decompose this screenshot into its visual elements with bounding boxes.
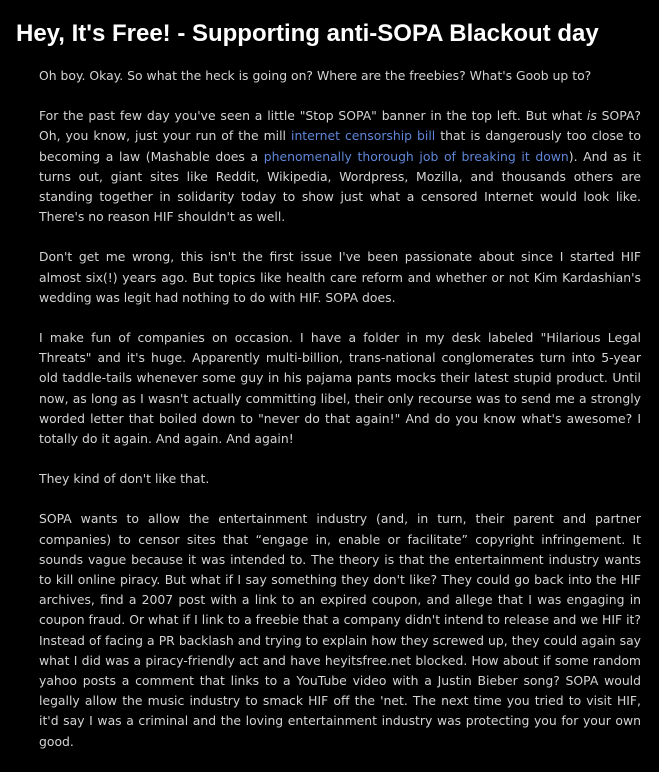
paragraph-text: For the past few day you've seen a little "Stop SOPA" banner in the top left. But what	[39, 108, 587, 124]
mashable-breakdown-link[interactable]: phenomenally thorough job of breaking it down	[263, 148, 569, 164]
paragraph-text: that is dangerously too close to becoming a law (Mashable does a	[39, 128, 641, 164]
paragraph-text: SOPA? Oh, you know, just your run of the mill	[39, 108, 641, 144]
emphasis-text: is	[586, 108, 597, 124]
paragraph-dont-like: They kind of don't like that.	[39, 471, 210, 487]
paragraph-legal-threats: I make fun of companies on occasion. I have a folder in my desk labeled "Hilarious Legal Threats" and it's huge. Apparently multi-billion, trans-national conglomerates turn into 5-year old taddle-tails whenever some guy in his pajama pants mocks their latest stupid product. Until now, as long as I wasn't actually committing libel, their only recourse was to send me a strongly worded letter that boiled down to "never do that again!" And do you know what's awesome? I totally do it again. And again. And again!	[39, 330, 641, 447]
paragraph-intro: Oh boy. Okay. So what the heck is going on? Where are the freebies? What's Goob up to?	[39, 68, 592, 83]
paragraph-text: ). And as it turns out, giant sites like Reddit, Wikipedia, Wordpress, Mozilla, and thousands others are standing together in solidarity today to show just what a censored Internet would look like. There's no reason HIF shouldn't as well.	[39, 148, 641, 225]
paragraph-what-is-sopa	[39, 106, 641, 227]
paragraph-passion: Don't get me wrong, this isn't the first issue I've been passionate about since I started HIF almost six(!) years ago. But topics like health care reform and whether or not Kim Kardashian's wedding was legit had nothing to do with HIF. SOPA does.	[39, 249, 641, 305]
post-title: Hey, It's Free! - Supporting anti-SOPA Blackout day	[16, 20, 599, 47]
paragraph-sopa-wants: SOPA wants to allow the entertainment industry (and, in turn, their parent and partner companies) to censor sites that “engage in, enable or facilitate” copyright infringement. It sounds vague because it was intended to. The theory is that the entertainment industry wants to kill online piracy. But what if I say something they don't like? They could go back into the HIF archives, find a 2007 post with a link to an expired coupon, and allege that I was engaging in coupon fraud. Or what if I link to a freebie that a company didn't intend to release and we HIF it? Instead of facing a PR backlash and trying to explain how they screwed up, they could again say what I did was a piracy-friendly act and have heyitsfree.net blocked. How about if some random yahoo posts a comment that links to a YouTube video with a Justin Bieber song? SOPA would legally allow the music industry to smack HIF off the 'net. The next time you tried to visit HIF, it'd say I was a criminal and the loving entertainment industry was protecting you for your own good.	[39, 511, 641, 749]
post-body	[39, 66, 641, 772]
internet-censorship-bill-link[interactable]: internet censorship bill	[291, 128, 436, 144]
